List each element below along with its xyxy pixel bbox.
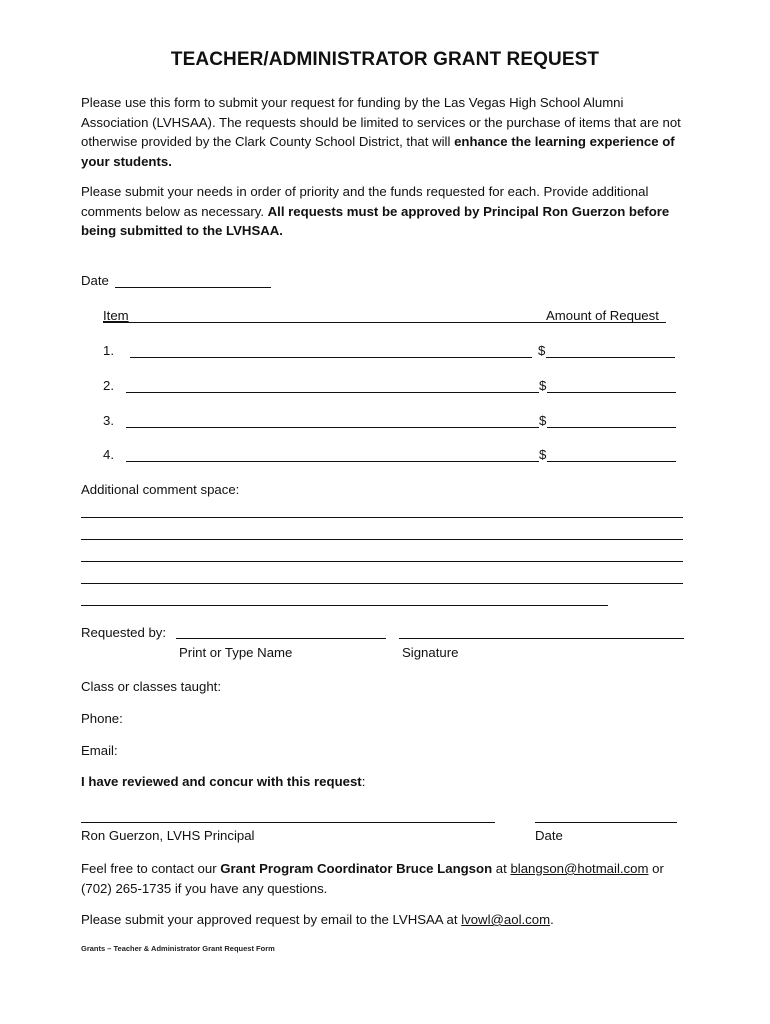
item-dollar-sign: $ (539, 447, 547, 462)
item-number: 3. (103, 413, 114, 428)
comment-line[interactable] (81, 539, 683, 540)
item-number: 4. (103, 447, 114, 462)
signature-caption: Signature (402, 645, 459, 660)
contact-text: or (702) 265-1735 if you have any questions. (81, 861, 664, 896)
intro-text: Please use this form to submit your request for funding by the Las Vegas High School Alumni Association (LVHSAA). The requests should be limited to services or the purchase of items that are not otherwise provided by the Clark County School District, that will (81, 95, 681, 149)
item-3-description-field[interactable] (126, 427, 539, 428)
item-dollar-sign: $ (538, 343, 546, 358)
email-label: Email: (81, 743, 118, 758)
instructions-emphasis: All requests must be approved by Principal Ron Guerzon before being submitted to the LVHSAA. (81, 203, 670, 238)
concur-statement (81, 774, 365, 790)
coordinator-name: Grant Program Coordinator Bruce Langson (220, 861, 493, 876)
phone-label: Phone: (81, 711, 123, 726)
item-number: 2. (103, 378, 114, 393)
requested-by-label: Requested by: (81, 625, 167, 640)
contact-paragraph (81, 859, 693, 898)
instructions-paragraph (81, 182, 693, 241)
item-dollar-sign: $ (539, 413, 547, 428)
intro-paragraph (81, 93, 693, 171)
approval-date-caption: Date (535, 828, 563, 843)
contact-text: Feel free to contact our (81, 861, 221, 876)
coordinator-email-link[interactable]: blangson@hotmail.com (510, 861, 649, 876)
item-2-amount-field[interactable] (547, 392, 676, 393)
requester-signature-field[interactable] (399, 638, 684, 639)
name-caption: Print or Type Name (179, 645, 293, 660)
requester-name-field[interactable] (176, 638, 386, 639)
lvhsaa-email-link[interactable]: lvowl@aol.com (461, 912, 551, 927)
classes-label: Class or classes taught: (81, 679, 221, 694)
comment-line[interactable] (81, 561, 683, 562)
comment-line[interactable] (81, 605, 608, 606)
submit-text: Please submit your approved request by email to the LVHSAA at (81, 912, 462, 927)
item-4-description-field[interactable] (126, 461, 539, 462)
item-3-amount-field[interactable] (547, 427, 676, 428)
comment-line[interactable] (81, 517, 683, 518)
principal-caption: Ron Guerzon, LVHS Principal (81, 828, 255, 843)
date-field[interactable] (115, 287, 271, 288)
comment-line[interactable] (81, 583, 683, 584)
principal-signature-field[interactable] (81, 822, 495, 823)
item-4-amount-field[interactable] (547, 461, 676, 462)
submit-text: . (550, 912, 554, 927)
item-1-amount-field[interactable] (546, 357, 675, 358)
date-label: Date (81, 273, 109, 288)
instructions-text: Please submit your needs in order of priority and the funds requested for each. Provide additional comments below as necessary. (81, 184, 649, 219)
concur-colon: : (361, 774, 366, 789)
page-footer: Grants – Teacher & Administrator Grant Request Form (81, 944, 275, 953)
concur-text: I have reviewed and concur with this request (81, 774, 362, 789)
contact-text: at (492, 861, 511, 876)
amount-column-header: Amount of Request (546, 308, 659, 323)
form-title: TEACHER/ADMINISTRATOR GRANT REQUEST (170, 49, 600, 70)
item-number: 1. (103, 343, 114, 358)
comments-label: Additional comment space: (81, 482, 240, 497)
intro-emphasis: enhance the learning experience of your students. (81, 134, 675, 169)
item-dollar-sign: $ (539, 378, 547, 393)
submit-paragraph (81, 910, 693, 930)
item-2-description-field[interactable] (126, 392, 539, 393)
item-column-header: Item (103, 308, 129, 323)
item-1-description-field[interactable] (130, 357, 532, 358)
approval-date-field[interactable] (535, 822, 677, 823)
